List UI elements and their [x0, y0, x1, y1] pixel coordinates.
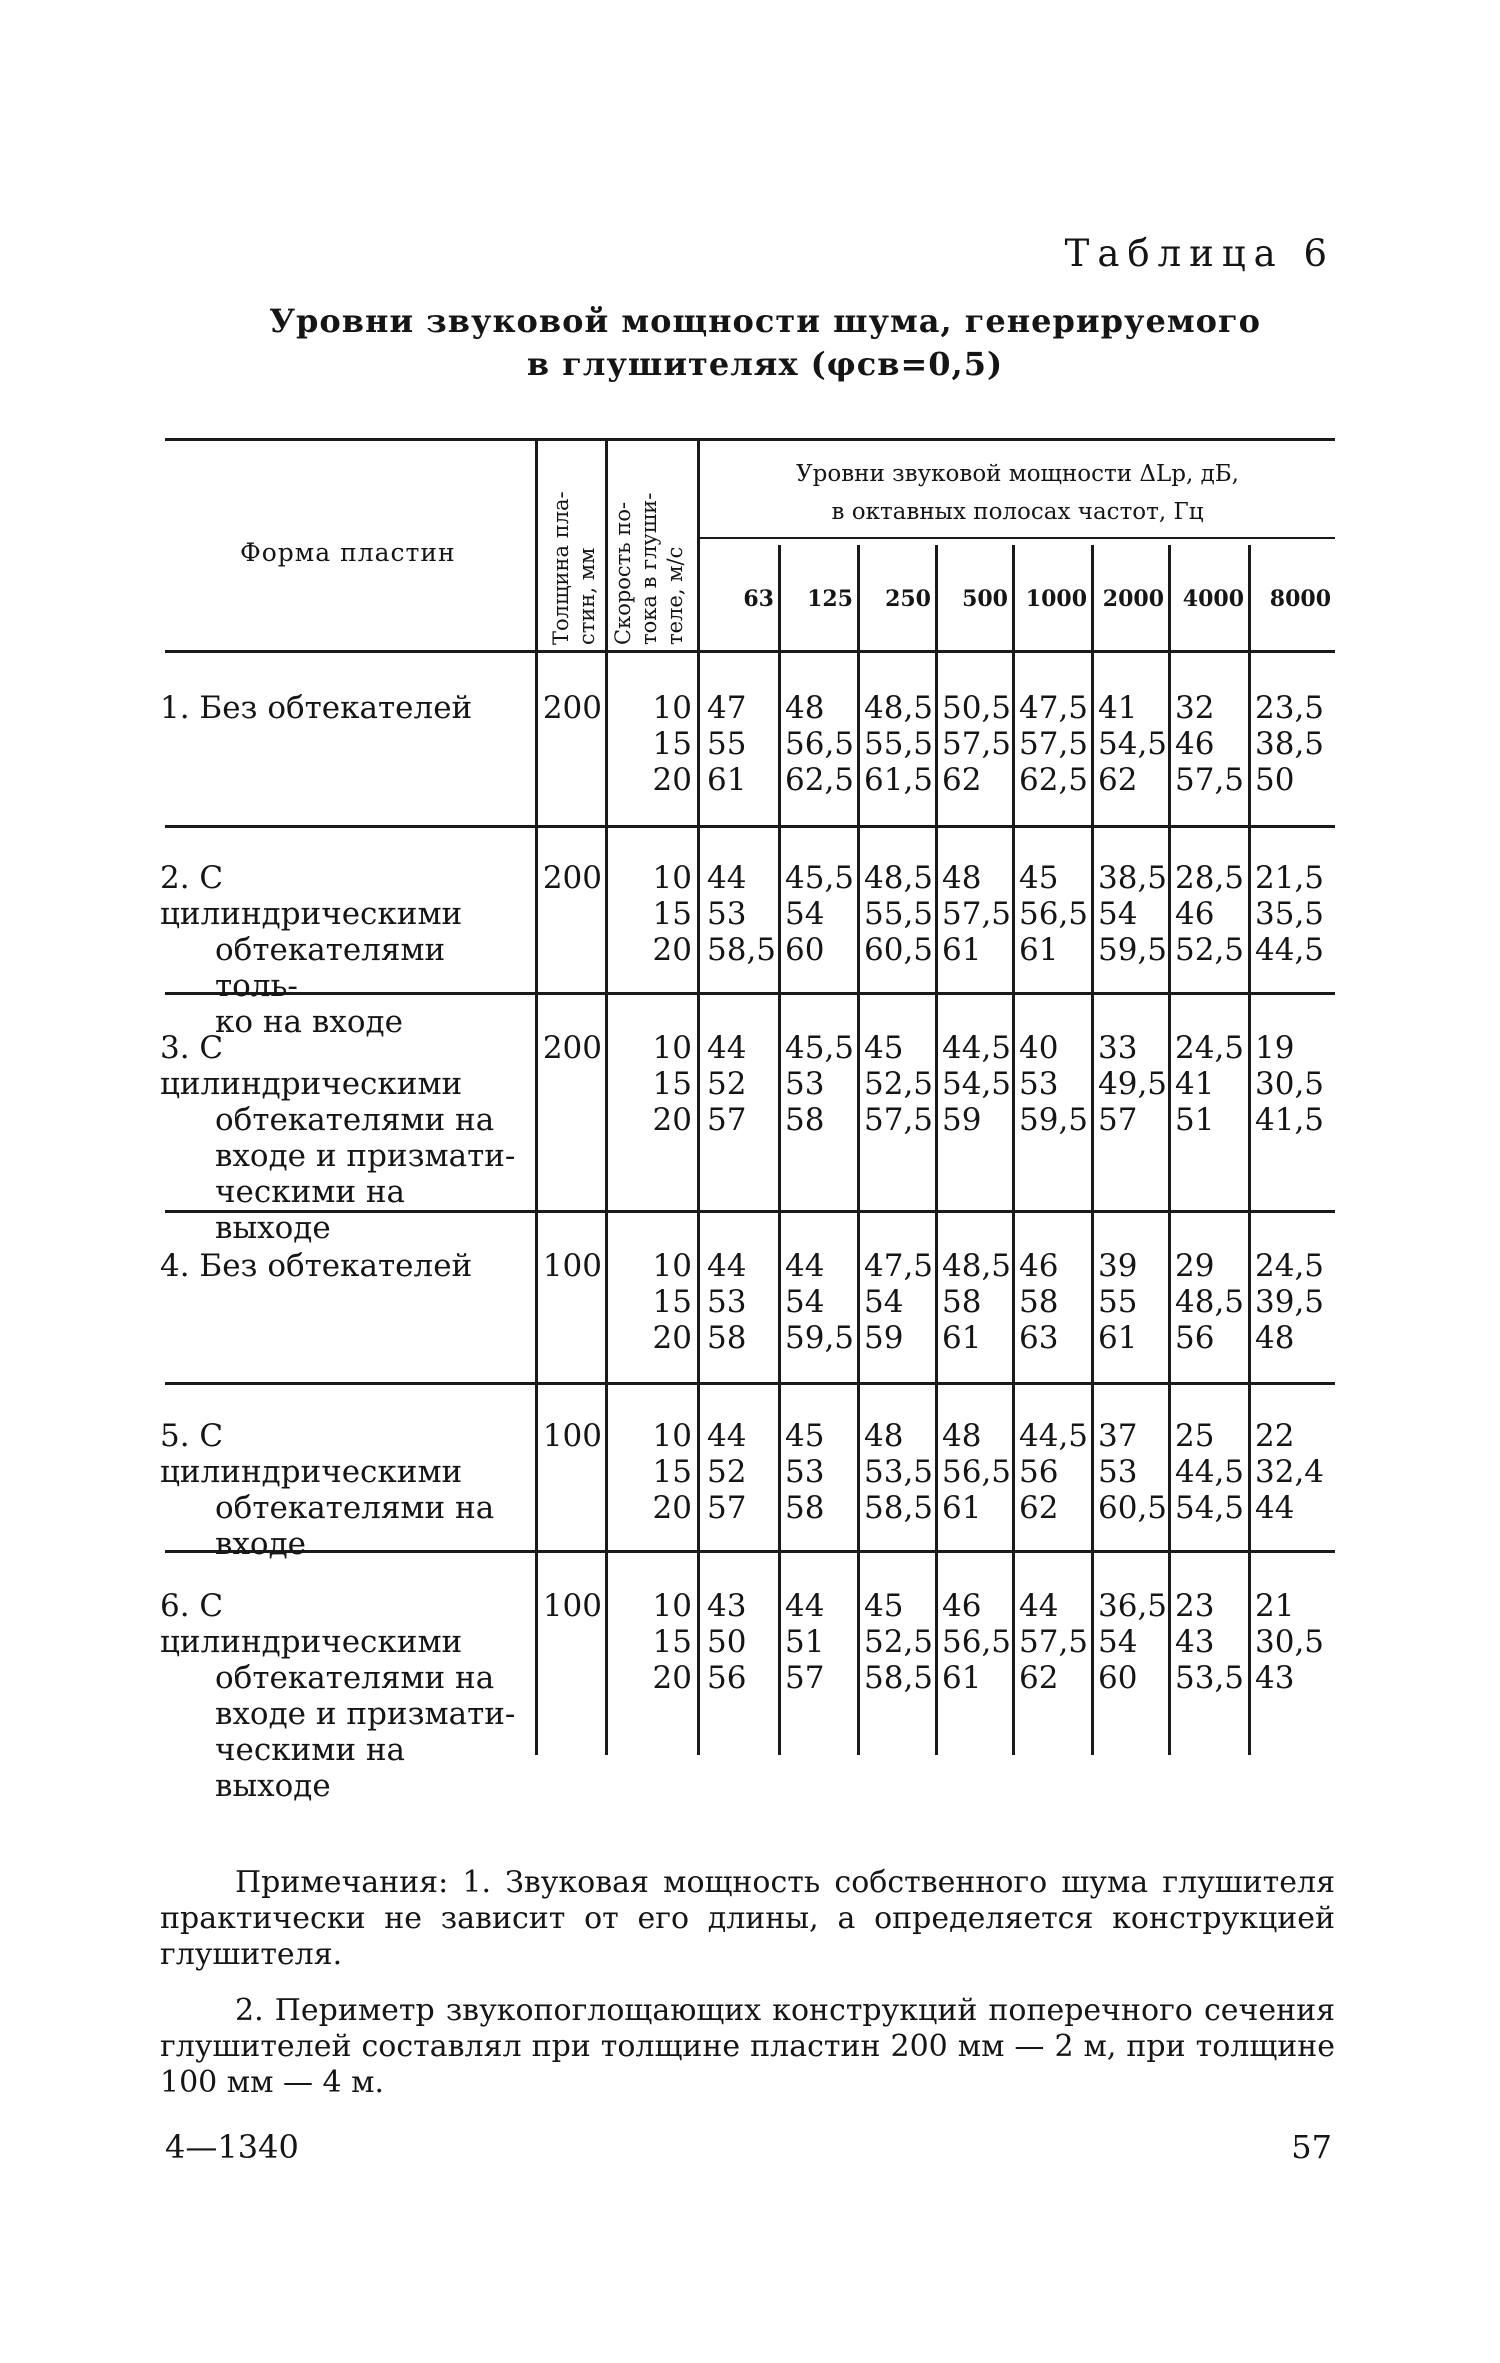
table-value: 58 [1019, 1284, 1059, 1320]
table-value: 44,5 [1019, 1418, 1089, 1454]
table-value: 39,5 [1255, 1284, 1325, 1320]
frequency-label: 4000 [1182, 586, 1244, 612]
table-value: 57 [1098, 1102, 1138, 1138]
table-value: 45,5 [785, 1030, 855, 1066]
table-value: 55 [1098, 1284, 1138, 1320]
table-value: 61,5 [864, 762, 934, 798]
table-value: 61 [942, 1660, 982, 1696]
table-value: 22 [1255, 1418, 1295, 1454]
row-speed: 20 [652, 1660, 692, 1696]
col-rule [1012, 545, 1015, 1755]
table-value: 53,5 [1175, 1660, 1245, 1696]
table-value: 44,5 [1175, 1454, 1245, 1490]
table-value: 40 [1019, 1030, 1059, 1066]
table-value: 63 [1019, 1320, 1059, 1356]
table-value: 54,5 [942, 1066, 1012, 1102]
table-value: 48,5 [864, 860, 934, 896]
row-speed: 15 [652, 726, 692, 762]
table-value: 41,5 [1255, 1102, 1325, 1138]
table-value: 19 [1255, 1030, 1295, 1066]
table-value: 29 [1175, 1248, 1215, 1284]
table-value: 58 [707, 1320, 747, 1356]
row-speed: 15 [652, 896, 692, 932]
table-value: 45 [785, 1418, 825, 1454]
row-speed: 15 [652, 1454, 692, 1490]
table-value: 54 [785, 1284, 825, 1320]
row-speed: 15 [652, 1624, 692, 1660]
table-value: 50 [707, 1624, 747, 1660]
table-value: 60 [1098, 1660, 1138, 1696]
table-value: 41 [1098, 690, 1138, 726]
table-value: 50,5 [942, 690, 1012, 726]
table-value: 32,4 [1255, 1454, 1325, 1490]
table-value: 53 [707, 896, 747, 932]
table-value: 25 [1175, 1418, 1215, 1454]
table-value: 54 [785, 896, 825, 932]
row-speed: 10 [652, 1418, 692, 1454]
table-value: 23,5 [1255, 690, 1325, 726]
table-value: 46 [942, 1588, 982, 1624]
table-value: 46 [1175, 726, 1215, 762]
note-1: Примечания: 1. Звуковая мощность собственного шума глушителя практически не зависит от его длины, а определяется конструкцией глушителя. [160, 1865, 1335, 1972]
table-value: 57,5 [1175, 762, 1245, 798]
row-thickness: 200 [542, 690, 602, 726]
table-value: 53 [785, 1066, 825, 1102]
col-rule [1168, 545, 1171, 1755]
table-value: 61 [942, 1320, 982, 1356]
table-value: 56,5 [785, 726, 855, 762]
table-value: 52,5 [864, 1624, 934, 1660]
row-form-line: обтекателями на [215, 1490, 495, 1526]
table-value: 48 [864, 1418, 904, 1454]
table-value: 48 [785, 690, 825, 726]
table-value: 50 [1255, 762, 1295, 798]
row-form [160, 1030, 530, 1246]
table-value: 53 [1098, 1454, 1138, 1490]
row-form-line: 6. С цилиндрическими [160, 1588, 463, 1660]
col-rule [697, 440, 700, 1755]
table-value: 45,5 [785, 860, 855, 896]
table-value: 44,5 [1255, 932, 1325, 968]
table-value: 62 [1019, 1490, 1059, 1526]
table-value: 58 [785, 1102, 825, 1138]
table-value: 62 [1098, 762, 1138, 798]
table-value: 37 [1098, 1418, 1138, 1454]
row-speed: 20 [652, 1102, 692, 1138]
table-value: 28,5 [1175, 860, 1245, 896]
row-speed: 20 [652, 932, 692, 968]
table-rule [165, 650, 1335, 653]
table-value: 52,5 [1175, 932, 1245, 968]
table-value: 54 [1098, 896, 1138, 932]
table-value: 61 [942, 1490, 982, 1526]
row-form [160, 1588, 530, 1804]
table-value: 58,5 [864, 1490, 934, 1526]
row-speed: 20 [652, 762, 692, 798]
col-rule [1248, 545, 1251, 1755]
row-thickness: 200 [542, 860, 602, 896]
table-value: 58 [942, 1284, 982, 1320]
table-value: 56,5 [942, 1624, 1012, 1660]
table-rule [165, 825, 1335, 828]
header-form: Форма пластин [240, 538, 456, 567]
table-value: 24,5 [1255, 1248, 1325, 1284]
row-form-line: 5. С цилиндрическими [160, 1418, 463, 1490]
table-value: 59,5 [1019, 1102, 1089, 1138]
table-value: 57,5 [1019, 1624, 1089, 1660]
col-rule [535, 440, 538, 1755]
row-thickness: 100 [542, 1588, 602, 1624]
row-form-line: 2. С цилиндрическими [160, 860, 463, 932]
table-value: 41 [1175, 1066, 1215, 1102]
table-value: 57,5 [942, 896, 1012, 932]
table-value: 61 [1019, 932, 1059, 968]
table-value: 44 [707, 1248, 747, 1284]
table-value: 54 [864, 1284, 904, 1320]
table-value: 59,5 [785, 1320, 855, 1356]
footer-code: 4—1340 [165, 2128, 299, 2166]
table-value: 57 [785, 1660, 825, 1696]
row-speed: 10 [652, 690, 692, 726]
table-value: 39 [1098, 1248, 1138, 1284]
table-value: 33 [1098, 1030, 1138, 1066]
row-thickness: 100 [542, 1248, 602, 1284]
row-form-line: 3. С цилиндрическими [160, 1030, 463, 1102]
frequency-label: 8000 [1269, 586, 1331, 612]
table-value: 59 [942, 1102, 982, 1138]
row-form-line: обтекателями толь- [215, 932, 446, 1004]
table-value: 30,5 [1255, 1624, 1325, 1660]
table-value: 62,5 [785, 762, 855, 798]
table-value: 21,5 [1255, 860, 1325, 896]
table-value: 55 [707, 726, 747, 762]
table-value: 54 [1098, 1624, 1138, 1660]
table-value: 60 [785, 932, 825, 968]
table-value: 43 [1255, 1660, 1295, 1696]
table-value: 53 [785, 1454, 825, 1490]
table-value: 48,5 [864, 690, 934, 726]
page-number: 57 [1291, 2128, 1332, 2166]
table-value: 55,5 [864, 896, 934, 932]
table-value: 60,5 [864, 932, 934, 968]
table-value: 48,5 [1175, 1284, 1245, 1320]
header-thickness: Толщина пла- стин, мм [549, 491, 599, 645]
col-rule [1091, 545, 1094, 1755]
table-value: 48 [942, 1418, 982, 1454]
table-title-line-1: Уровни звуковой мощности шума, генерируемого [269, 302, 1261, 340]
col-rule [857, 545, 860, 1755]
row-form-line: ческими на выходе [215, 1174, 406, 1246]
table-value: 56,5 [942, 1454, 1012, 1490]
table-value: 21 [1255, 1588, 1295, 1624]
note-2: 2. Периметр звукопоглощающих конструкций поперечного сечения глушителей составлял при толщине пластин 200 мм — 2 м, при толщине 100 мм — 4 м. [160, 1993, 1335, 2100]
row-form [160, 860, 530, 1040]
table-value: 58 [785, 1490, 825, 1526]
table-value: 23 [1175, 1588, 1215, 1624]
table-value: 47 [707, 690, 747, 726]
table-value: 49,5 [1098, 1066, 1168, 1102]
col-rule [605, 440, 608, 1755]
row-form-line: ческими на выходе [215, 1732, 406, 1804]
table-value: 48,5 [942, 1248, 1012, 1284]
header-levels-line-2: в октавных полосах частот, Гц [831, 499, 1204, 525]
table-value: 53,5 [864, 1454, 934, 1490]
frequency-label: 1000 [1025, 586, 1087, 612]
row-form-line: ко на входе [215, 1004, 403, 1040]
frequency-label: 63 [743, 586, 774, 612]
table-value: 51 [785, 1624, 825, 1660]
table-value: 62 [1019, 1660, 1059, 1696]
frequency-label: 250 [885, 586, 931, 612]
table-value: 52,5 [864, 1066, 934, 1102]
table-value: 43 [707, 1588, 747, 1624]
table-value: 44 [1019, 1588, 1059, 1624]
table-value: 44 [785, 1248, 825, 1284]
row-form-line: 1. Без обтекателей [160, 690, 473, 726]
table-value: 57,5 [1019, 726, 1089, 762]
table-number: Таблица 6 [1064, 232, 1335, 275]
table-value: 44 [785, 1588, 825, 1624]
frequency-label: 2000 [1102, 586, 1164, 612]
table-value: 61 [1098, 1320, 1138, 1356]
table-rule [165, 1382, 1335, 1385]
table-value: 43 [1175, 1624, 1215, 1660]
frequency-label: 125 [807, 586, 853, 612]
row-form-line: обтекателями на [215, 1660, 495, 1696]
table-value: 44,5 [942, 1030, 1012, 1066]
row-form [160, 1418, 530, 1562]
table-value: 45 [864, 1588, 904, 1624]
table-value: 56,5 [1019, 896, 1089, 932]
table-value: 52 [707, 1454, 747, 1490]
table-value: 38,5 [1098, 860, 1168, 896]
table-value: 56 [1019, 1454, 1059, 1490]
row-speed: 15 [652, 1284, 692, 1320]
table-value: 57,5 [864, 1102, 934, 1138]
row-form [160, 1248, 530, 1284]
col-rule [778, 545, 781, 1755]
row-form [160, 690, 530, 726]
table-value: 58,5 [864, 1660, 934, 1696]
table-value: 52 [707, 1066, 747, 1102]
table-value: 44 [707, 1030, 747, 1066]
header-speed: Скорость по- тока в глуши- теле, м/с [611, 492, 687, 645]
table-value: 32 [1175, 690, 1215, 726]
table-value: 48 [942, 860, 982, 896]
table-value: 44 [1255, 1490, 1295, 1526]
row-speed: 20 [652, 1320, 692, 1356]
table-value: 59,5 [1098, 932, 1168, 968]
table-value: 38,5 [1255, 726, 1325, 762]
table-value: 57 [707, 1490, 747, 1526]
table-value: 54,5 [1175, 1490, 1245, 1526]
table-value: 53 [1019, 1066, 1059, 1102]
col-rule [935, 545, 938, 1755]
table-value: 54,5 [1098, 726, 1168, 762]
table-value: 47,5 [1019, 690, 1089, 726]
table-value: 45 [864, 1030, 904, 1066]
row-form-line: входе и призмати- [215, 1138, 516, 1174]
table-value: 56 [1175, 1320, 1215, 1356]
row-thickness: 100 [542, 1418, 602, 1454]
row-form-line: входе и призмати- [215, 1696, 516, 1732]
frequency-label: 500 [962, 586, 1008, 612]
row-speed: 20 [652, 1490, 692, 1526]
table-value: 30,5 [1255, 1066, 1325, 1102]
table-value: 57,5 [942, 726, 1012, 762]
table-value: 24,5 [1175, 1030, 1245, 1066]
freq-header-rule [700, 537, 1335, 539]
table-title-line-2: в глушителях (φсв=0,5) [526, 345, 1004, 383]
table-value: 51 [1175, 1102, 1215, 1138]
table-value: 45 [1019, 860, 1059, 896]
table-value: 61 [942, 932, 982, 968]
table-value: 56 [707, 1660, 747, 1696]
row-speed: 15 [652, 1066, 692, 1102]
table-value: 62 [942, 762, 982, 798]
table-value: 46 [1175, 896, 1215, 932]
row-speed: 10 [652, 860, 692, 896]
table-value: 36,5 [1098, 1588, 1168, 1624]
table-value: 44 [707, 1418, 747, 1454]
table-value: 46 [1019, 1248, 1059, 1284]
table-value: 48 [1255, 1320, 1295, 1356]
row-form-line: 4. Без обтекателей [160, 1248, 473, 1284]
table-rule [165, 438, 1335, 441]
table-value: 53 [707, 1284, 747, 1320]
table-value: 58,5 [707, 932, 777, 968]
row-form-line: входе [215, 1526, 307, 1562]
header-levels-line-1: Уровни звуковой мощности ΔLр, дБ, [796, 461, 1239, 487]
row-speed: 10 [652, 1248, 692, 1284]
table-value: 60,5 [1098, 1490, 1168, 1526]
table-value: 55,5 [864, 726, 934, 762]
table-value: 47,5 [864, 1248, 934, 1284]
row-speed: 10 [652, 1588, 692, 1624]
table-value: 35,5 [1255, 896, 1325, 932]
row-form-line: обтекателями на [215, 1102, 495, 1138]
table-value: 59 [864, 1320, 904, 1356]
table-value: 62,5 [1019, 762, 1089, 798]
table-value: 44 [707, 860, 747, 896]
row-thickness: 200 [542, 1030, 602, 1066]
table-value: 61 [707, 762, 747, 798]
row-speed: 10 [652, 1030, 692, 1066]
table-value: 57 [707, 1102, 747, 1138]
